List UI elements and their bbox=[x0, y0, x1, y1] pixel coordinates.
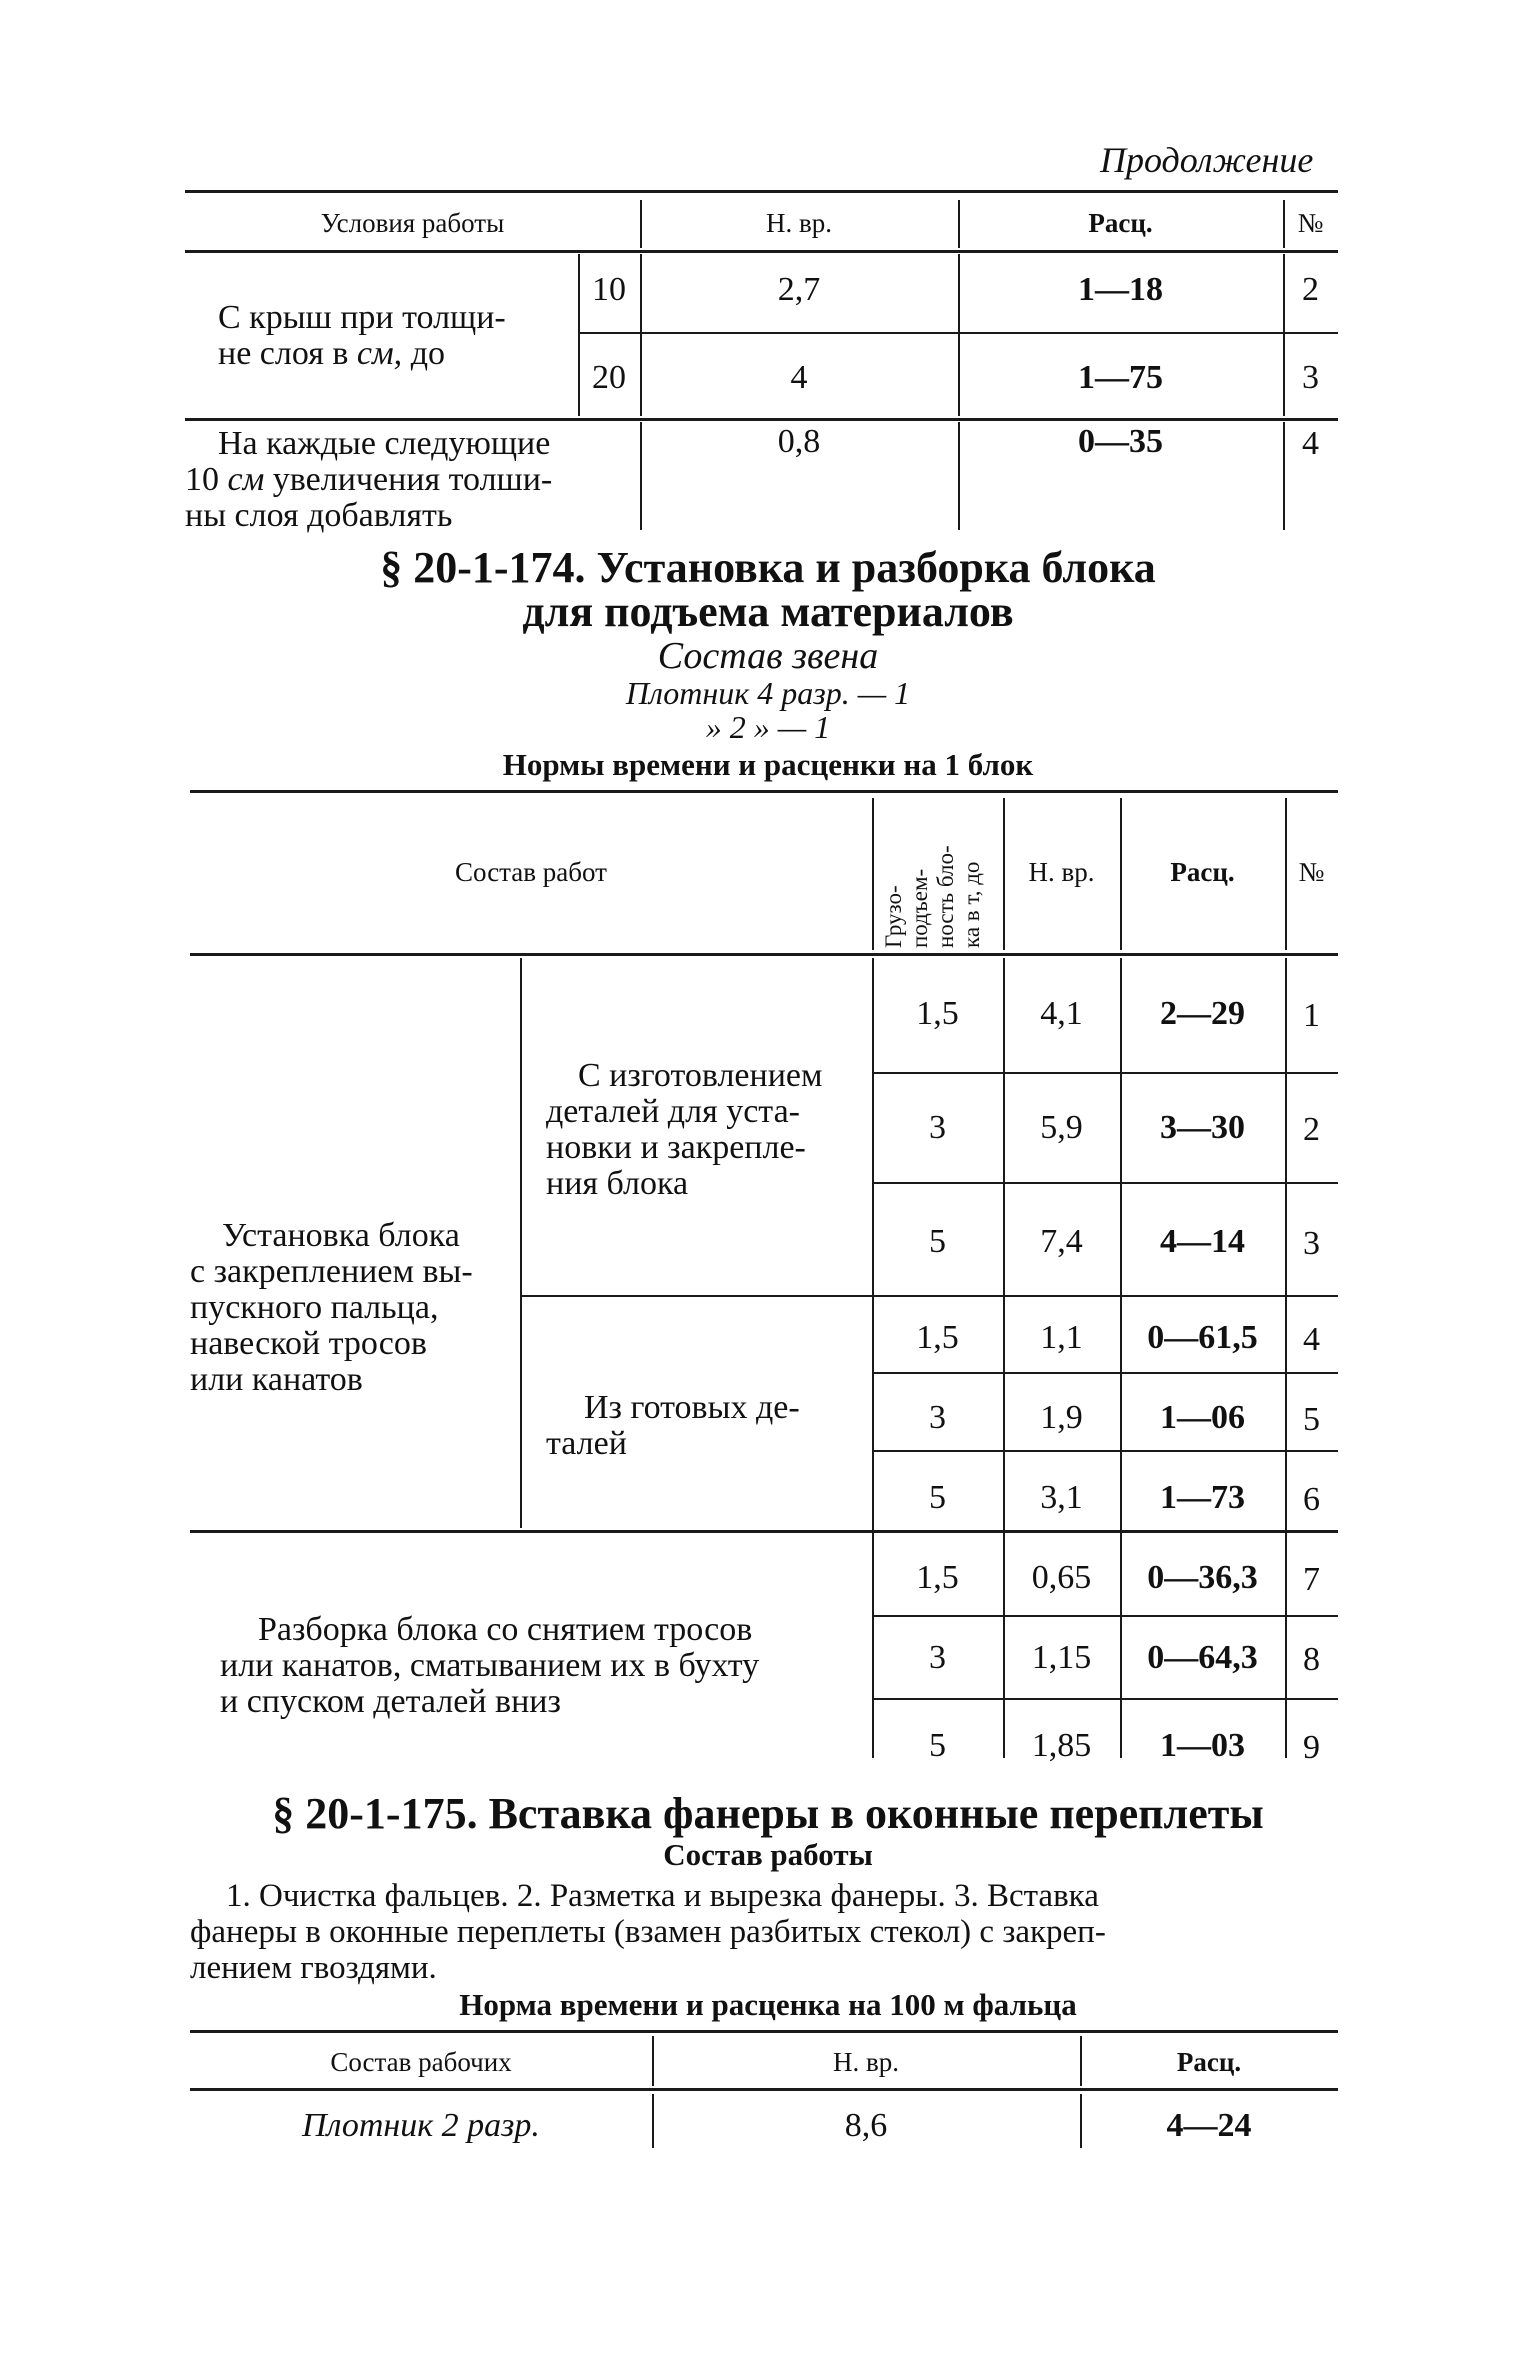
table3-worker: Плотник 2 разр. bbox=[302, 2107, 540, 2144]
table2-nvr: 1,15 bbox=[1031, 1639, 1092, 1676]
table2-header-rule bbox=[190, 953, 1338, 956]
table2-rasc: 2—29 bbox=[1160, 995, 1245, 1032]
table2-rasc: 1—73 bbox=[1160, 1479, 1245, 1516]
table2-nvr: 4,1 bbox=[1040, 995, 1083, 1032]
section175-work-heading: Состав работы bbox=[663, 1837, 873, 1872]
table2-install-label: или канатов bbox=[190, 1361, 363, 1398]
table2-rasc: 4—14 bbox=[1160, 1223, 1245, 1260]
table2-header-capacity: ность бло- bbox=[933, 845, 958, 948]
table2-section-rule bbox=[190, 1530, 1338, 1533]
table1-extra-rasc: 0—35 bbox=[1078, 423, 1163, 460]
table2-install-label: Установка блока bbox=[222, 1217, 460, 1254]
table2-num: 6 bbox=[1303, 1481, 1320, 1518]
table2-num: 3 bbox=[1303, 1225, 1320, 1262]
table2-row-rule bbox=[872, 1072, 1338, 1074]
table2-install-label: с закреплением вы- bbox=[190, 1253, 473, 1290]
table2-num: 4 bbox=[1303, 1321, 1320, 1358]
table1-group-label: не слоя в см, до bbox=[218, 335, 445, 372]
table1-nvr: 2,7 bbox=[777, 271, 821, 308]
table2-row-rule bbox=[872, 1182, 1338, 1184]
table2-sub1-label: новки и закрепле- bbox=[546, 1129, 806, 1166]
table2-nvr: 7,4 bbox=[1040, 1223, 1083, 1260]
table2-header-capacity: Грузо- bbox=[881, 885, 906, 948]
table3-divider bbox=[1080, 2036, 1082, 2086]
table2-divider bbox=[520, 958, 522, 1528]
table1-size: 20 bbox=[592, 359, 626, 396]
table1-rasc: 1—75 bbox=[1078, 359, 1163, 396]
section175-title: § 20-1-175. Вставка фанеры в оконные переплеты bbox=[272, 1789, 1264, 1838]
table1-divider bbox=[640, 422, 642, 530]
table2-header-num: № bbox=[1298, 857, 1325, 887]
table2-header-nvr: Н. вр. bbox=[1028, 857, 1095, 887]
table2-num: 9 bbox=[1303, 1729, 1320, 1766]
table1-divider bbox=[958, 422, 960, 530]
table2-cap: 3 bbox=[929, 1109, 946, 1146]
table1-rasc: 1—18 bbox=[1078, 271, 1163, 308]
table2-num: 1 bbox=[1303, 997, 1320, 1034]
table2-header-capacity: подъем- bbox=[907, 868, 932, 948]
table2-cap: 3 bbox=[929, 1399, 946, 1436]
table2-sub1-label: деталей для уста- bbox=[546, 1093, 800, 1130]
table2-divider bbox=[1003, 958, 1005, 1758]
section174-norms-heading: Нормы времени и расценки на 1 блок bbox=[502, 747, 1034, 782]
table2-nvr: 3,1 bbox=[1040, 1479, 1083, 1516]
table2-cap: 1,5 bbox=[916, 995, 959, 1032]
table2-nvr: 1,85 bbox=[1031, 1727, 1092, 1764]
section174-crew-heading: Состав звена bbox=[657, 635, 879, 677]
table1-row-rule bbox=[185, 418, 1338, 421]
section174-title: § 20-1-174. Установка и разборка блока bbox=[380, 543, 1156, 592]
table2-cap: 1,5 bbox=[916, 1559, 959, 1596]
table3-divider bbox=[652, 2094, 654, 2148]
table3-header-rasc: Расц. bbox=[1176, 2047, 1242, 2077]
table2-num: 2 bbox=[1303, 1111, 1320, 1148]
table2-rasc: 1—03 bbox=[1160, 1727, 1245, 1764]
table2-install-label: пускного пальца, bbox=[190, 1289, 439, 1326]
table2-header-capacity: ка в т, до bbox=[959, 861, 984, 948]
table1-nvr: 4 bbox=[790, 359, 808, 396]
table2-rasc: 3—30 bbox=[1160, 1109, 1245, 1146]
table2-cap: 5 bbox=[929, 1727, 946, 1764]
table1-header-nvr: Н. вр. bbox=[766, 208, 832, 238]
section175-work-line: фанеры в оконные переплеты (взамен разбитых стекол) с закреп- bbox=[190, 1914, 1106, 1950]
table1-extra-num: 4 bbox=[1302, 425, 1319, 462]
table2-sub2-label: талей bbox=[546, 1425, 627, 1462]
table2-cap: 3 bbox=[929, 1639, 946, 1676]
table1-group-label: С крыш при толщи- bbox=[218, 299, 506, 336]
table1-divider bbox=[1283, 422, 1285, 530]
table1-row-rule bbox=[578, 332, 1338, 334]
table1-header-num: № bbox=[1297, 208, 1324, 238]
table1-num: 3 bbox=[1302, 359, 1319, 396]
table2-header-work: Состав работ bbox=[455, 857, 607, 887]
section174-title-line2: для подъема материалов bbox=[522, 587, 1014, 636]
table2-divider bbox=[872, 958, 874, 1758]
table1-header-divider bbox=[958, 200, 960, 248]
table1-size: 10 bbox=[592, 271, 626, 308]
table2-nvr: 1,1 bbox=[1040, 1319, 1083, 1356]
table1-header-divider bbox=[640, 200, 642, 248]
table2-row-rule bbox=[872, 1615, 1338, 1617]
table3-nvr: 8,6 bbox=[844, 2107, 888, 2144]
table2-disassembly-label: и спуском деталей вниз bbox=[220, 1683, 561, 1720]
table1-extra-nvr: 0,8 bbox=[777, 423, 821, 460]
table2-row-rule bbox=[872, 1450, 1338, 1452]
table2-num: 7 bbox=[1303, 1561, 1320, 1598]
table2-disassembly-label: или канатов, сматыванием их в бухту bbox=[220, 1647, 760, 1684]
table3-header-nvr: Н. вр. bbox=[833, 2047, 899, 2077]
table2-rasc: 1—06 bbox=[1160, 1399, 1245, 1436]
table1-top-rule bbox=[185, 190, 1338, 193]
table3-header-rule bbox=[190, 2088, 1338, 2091]
table2-nvr: 5,9 bbox=[1040, 1109, 1083, 1146]
table3-divider bbox=[1080, 2094, 1082, 2148]
table2-sub1-label: ния блока bbox=[546, 1165, 689, 1202]
section175-work-line: 1. Очистка фальцев. 2. Разметка и вырезка фанеры. 3. Вставка bbox=[226, 1878, 1099, 1914]
table2-cap: 5 bbox=[929, 1479, 946, 1516]
table2-rasc: 0—64,3 bbox=[1147, 1639, 1258, 1676]
table1-header-divider bbox=[1283, 200, 1285, 248]
table1-extra-label: 10 см увеличения толши- bbox=[185, 461, 553, 498]
section175-norm-heading: Норма времени и расценка на 100 м фальца bbox=[459, 1987, 1077, 2022]
continuation-label: Продолжение bbox=[1100, 140, 1314, 180]
table2-install-label: навеской тросов bbox=[190, 1325, 427, 1362]
table2-rasc: 0—61,5 bbox=[1147, 1319, 1258, 1356]
section174-crew-line: Плотник 4 разр. — 1 bbox=[625, 675, 911, 711]
table1-extra-label: На каждые следующие bbox=[218, 425, 551, 462]
table2-num: 5 bbox=[1303, 1401, 1320, 1438]
table2-row-rule bbox=[872, 1372, 1338, 1374]
table1-header-conditions: Условия работы bbox=[320, 208, 505, 238]
section174-crew-line: » 2 » — 1 bbox=[705, 709, 831, 745]
table2-sub2-label: Из готовых де- bbox=[584, 1389, 800, 1426]
table2-nvr: 1,9 bbox=[1040, 1399, 1083, 1436]
table2-group-rule bbox=[520, 1295, 1338, 1297]
table2-cap: 5 bbox=[929, 1223, 946, 1260]
section175-work-line: лением гвоздями. bbox=[190, 1950, 437, 1986]
table1-num: 2 bbox=[1302, 271, 1319, 308]
table3-rasc: 4—24 bbox=[1166, 2107, 1252, 2144]
table2-cap: 1,5 bbox=[916, 1319, 959, 1356]
table2-num: 8 bbox=[1303, 1641, 1320, 1678]
table2-rasc: 0—36,3 bbox=[1147, 1559, 1258, 1596]
table2-header-divider bbox=[872, 798, 874, 950]
table3-top-rule bbox=[190, 2030, 1338, 2033]
table2-divider bbox=[1120, 958, 1122, 1758]
table2-divider bbox=[1285, 958, 1287, 1758]
table1-extra-label: ны слоя добавлять bbox=[185, 497, 453, 534]
table2-nvr: 0,65 bbox=[1031, 1559, 1092, 1596]
table3-header-workers: Состав рабочих bbox=[330, 2047, 512, 2077]
table1-header-rule bbox=[185, 250, 1338, 253]
table1-header-rasc: Расц. bbox=[1088, 208, 1153, 238]
table2-disassembly-label: Разборка блока со снятием тросов bbox=[258, 1611, 753, 1648]
table2-header-rasc: Расц. bbox=[1170, 857, 1235, 887]
table2-top-rule bbox=[190, 790, 1338, 793]
table2-row-rule bbox=[872, 1698, 1338, 1700]
table2-sub1-label: С изготовлением bbox=[578, 1057, 823, 1094]
table3-divider bbox=[652, 2036, 654, 2086]
